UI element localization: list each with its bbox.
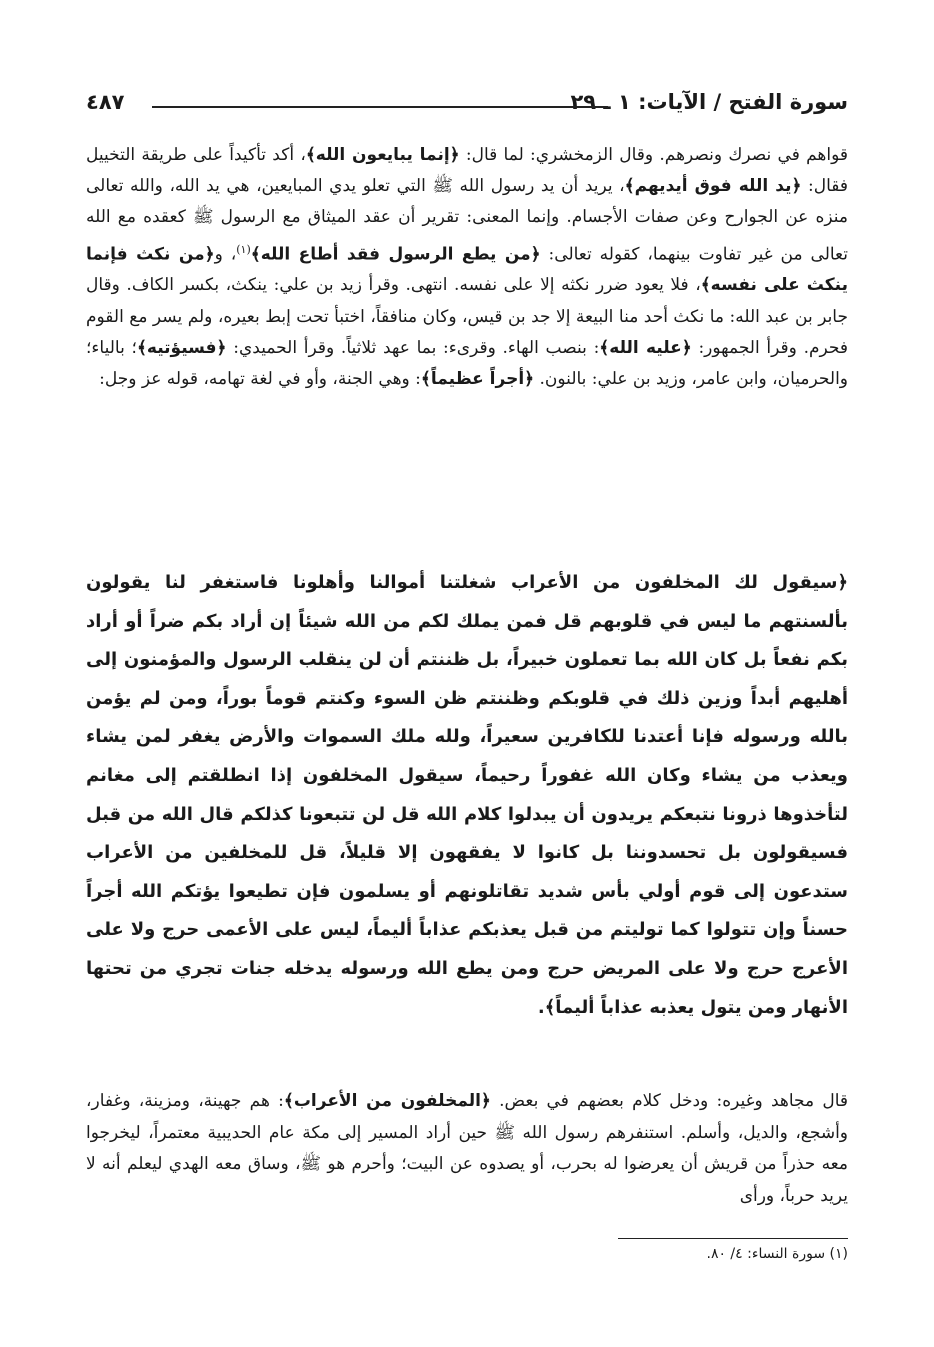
quran-quote: ﴿أجراً عظيماً﴾: [420, 369, 535, 390]
commentary-paragraph-2: [86, 1086, 848, 1212]
quran-quote: ﴿فسيؤتيه﴾: [136, 337, 227, 358]
footnote-marker[interactable]: (١): [236, 242, 251, 256]
text-run: : هم جهينة، ومزينة، وغفار، وأشجع، والديل، وأسلم. استنفرهم رسول الله ﷺ حين أراد المسير إلى مكة عام الحديبية معتمراً، ليخرجوا معه حذراً من قريش أن يعرضوا له بحرب، أو يصدوه عن البيت؛ وأحرم هو ﷺ، وساق معه الهدي ليعلم أنه لا يريد حرباً، ورأى: [86, 1091, 848, 1206]
text-run: ، و: [214, 244, 237, 265]
text-run: قواهم في نصرك ونصرهم. وقال الزمخشري: لما قال:: [459, 145, 849, 165]
text-run: ، أكد تأكيداً على طريقة التخييل فقال:: [86, 145, 849, 197]
quran-quote: ﴿من يطع الرسول فقد أطاع الله﴾: [250, 244, 541, 265]
text-run: قال مجاهد وغيره: ودخل كلام بعضهم في بعض.: [490, 1091, 849, 1111]
page-number: ٤٨٧: [86, 90, 125, 114]
verse-text: ﴿سيقول لك المخلفون من الأعراب شغلتنا أموالنا وأهلونا فاستغفر لنا يقولون بألسنتهم ما ليس في قلوبهم قل فمن يملك لكم من الله شيئاً إن أراد بكم ضراً أو أراد بكم نفعاً بل كان الله بما تعملون خبيراً، بل ظننتم أن لن ينقلب الرسول والمؤمنون إلى أهليهم أبداً وزين ذلك في قلوبكم وظننتم ظن السوء وكنتم قوماً بوراً، ومن لم يؤمن بالله ورسوله فإنا أعتدنا للكافرين سعيراً، ولله ملك السموات والأرض يغفر لمن يشاء ويعذب من يشاء وكان الله غفوراً رحيماً، سيقول المخلفون إذا انطلقتم إلى مغانم لتأخذوها ذرونا نتبعكم يريدون أن يبدلوا كلام الله قل لن تتبعونا كذلكم قال الله من قبل فسيقولون بل تحسدوننا بل كانوا لا يفقهون إلا قليلاً، قل للمخلفين من الأعراب ستدعون إلى قوم أولي بأس شديد تقاتلونهم أو يسلمون فإن تطيعوا يؤتكم الله أجراً حسناً وإن تتولوا كما توليتم من قبل يعذبكم عذاباً أليماً، ليس على الأعمى حرج ولا على الأعرج حرج ولا على المريض حرج ومن يطع الله ورسوله يدخله جنات تجري من تحتها الأنهار ومن يتول يعذبه عذاباً أليماً﴾.: [86, 572, 848, 1018]
footnote-rule: [618, 1238, 848, 1239]
text-run: : وهي الجنة، وأو في لغة تهامه، قوله عز وجل:: [99, 369, 421, 390]
running-header: [86, 88, 848, 122]
quran-quote: ﴿من نكث فإنما ينكث على نفسه﴾: [86, 244, 848, 296]
footnote: (١) سورة النساء: ٤/ ٨٠.: [706, 1246, 848, 1262]
commentary-paragraph-1: [86, 140, 848, 395]
quran-quote: ﴿المخلفون من الأعراب﴾: [283, 1091, 491, 1111]
text-run: ؛ بالياء؛ والحرميان، وابن عامر، وزيد بن علي: بالنون.: [86, 337, 848, 390]
text-run: : بنصب الهاء. وقرىء: بما عهد ثلاثياً. وقرأ الحميدي:: [226, 337, 600, 358]
header-rule: [152, 106, 608, 108]
text-run: ، فلا يعود ضرر نكثه إلا على نفسه. انتهى. وقرأ زيد بن علي: ينكث، بكسر الكاف. وقال جابر بن عبد الله: ما نكث أحد منا البيعة إلا جد بن قيس، وكان منافقاً، اختبأ تحت إبط بعيره، ولم يسر مع القوم فحرم. وقرأ الجمهور:: [86, 275, 848, 358]
verse-block: [86, 564, 848, 1027]
header-title: سورة الفتح / الآيات: ١ ـ ٢٩: [570, 90, 848, 114]
text-run: ، يريد أن يد رسول الله ﷺ التي تعلو يدي المبايعين، هي يد الله، والله تعالى منزه عن الجوارح وعن صفات الأجسام. وإنما المعنى: تقرير أن عقد الميثاق مع الرسول ﷺ كعقده مع الله تعالى من غير تفاوت بينهما، كقوله تعالى:: [86, 176, 848, 265]
quran-quote: ﴿عليه الله﴾: [599, 337, 692, 358]
quran-quote: ﴿إنما يبايعون الله﴾: [305, 145, 460, 165]
quran-quote: ﴿يد الله فوق أيديهم﴾: [624, 176, 802, 197]
